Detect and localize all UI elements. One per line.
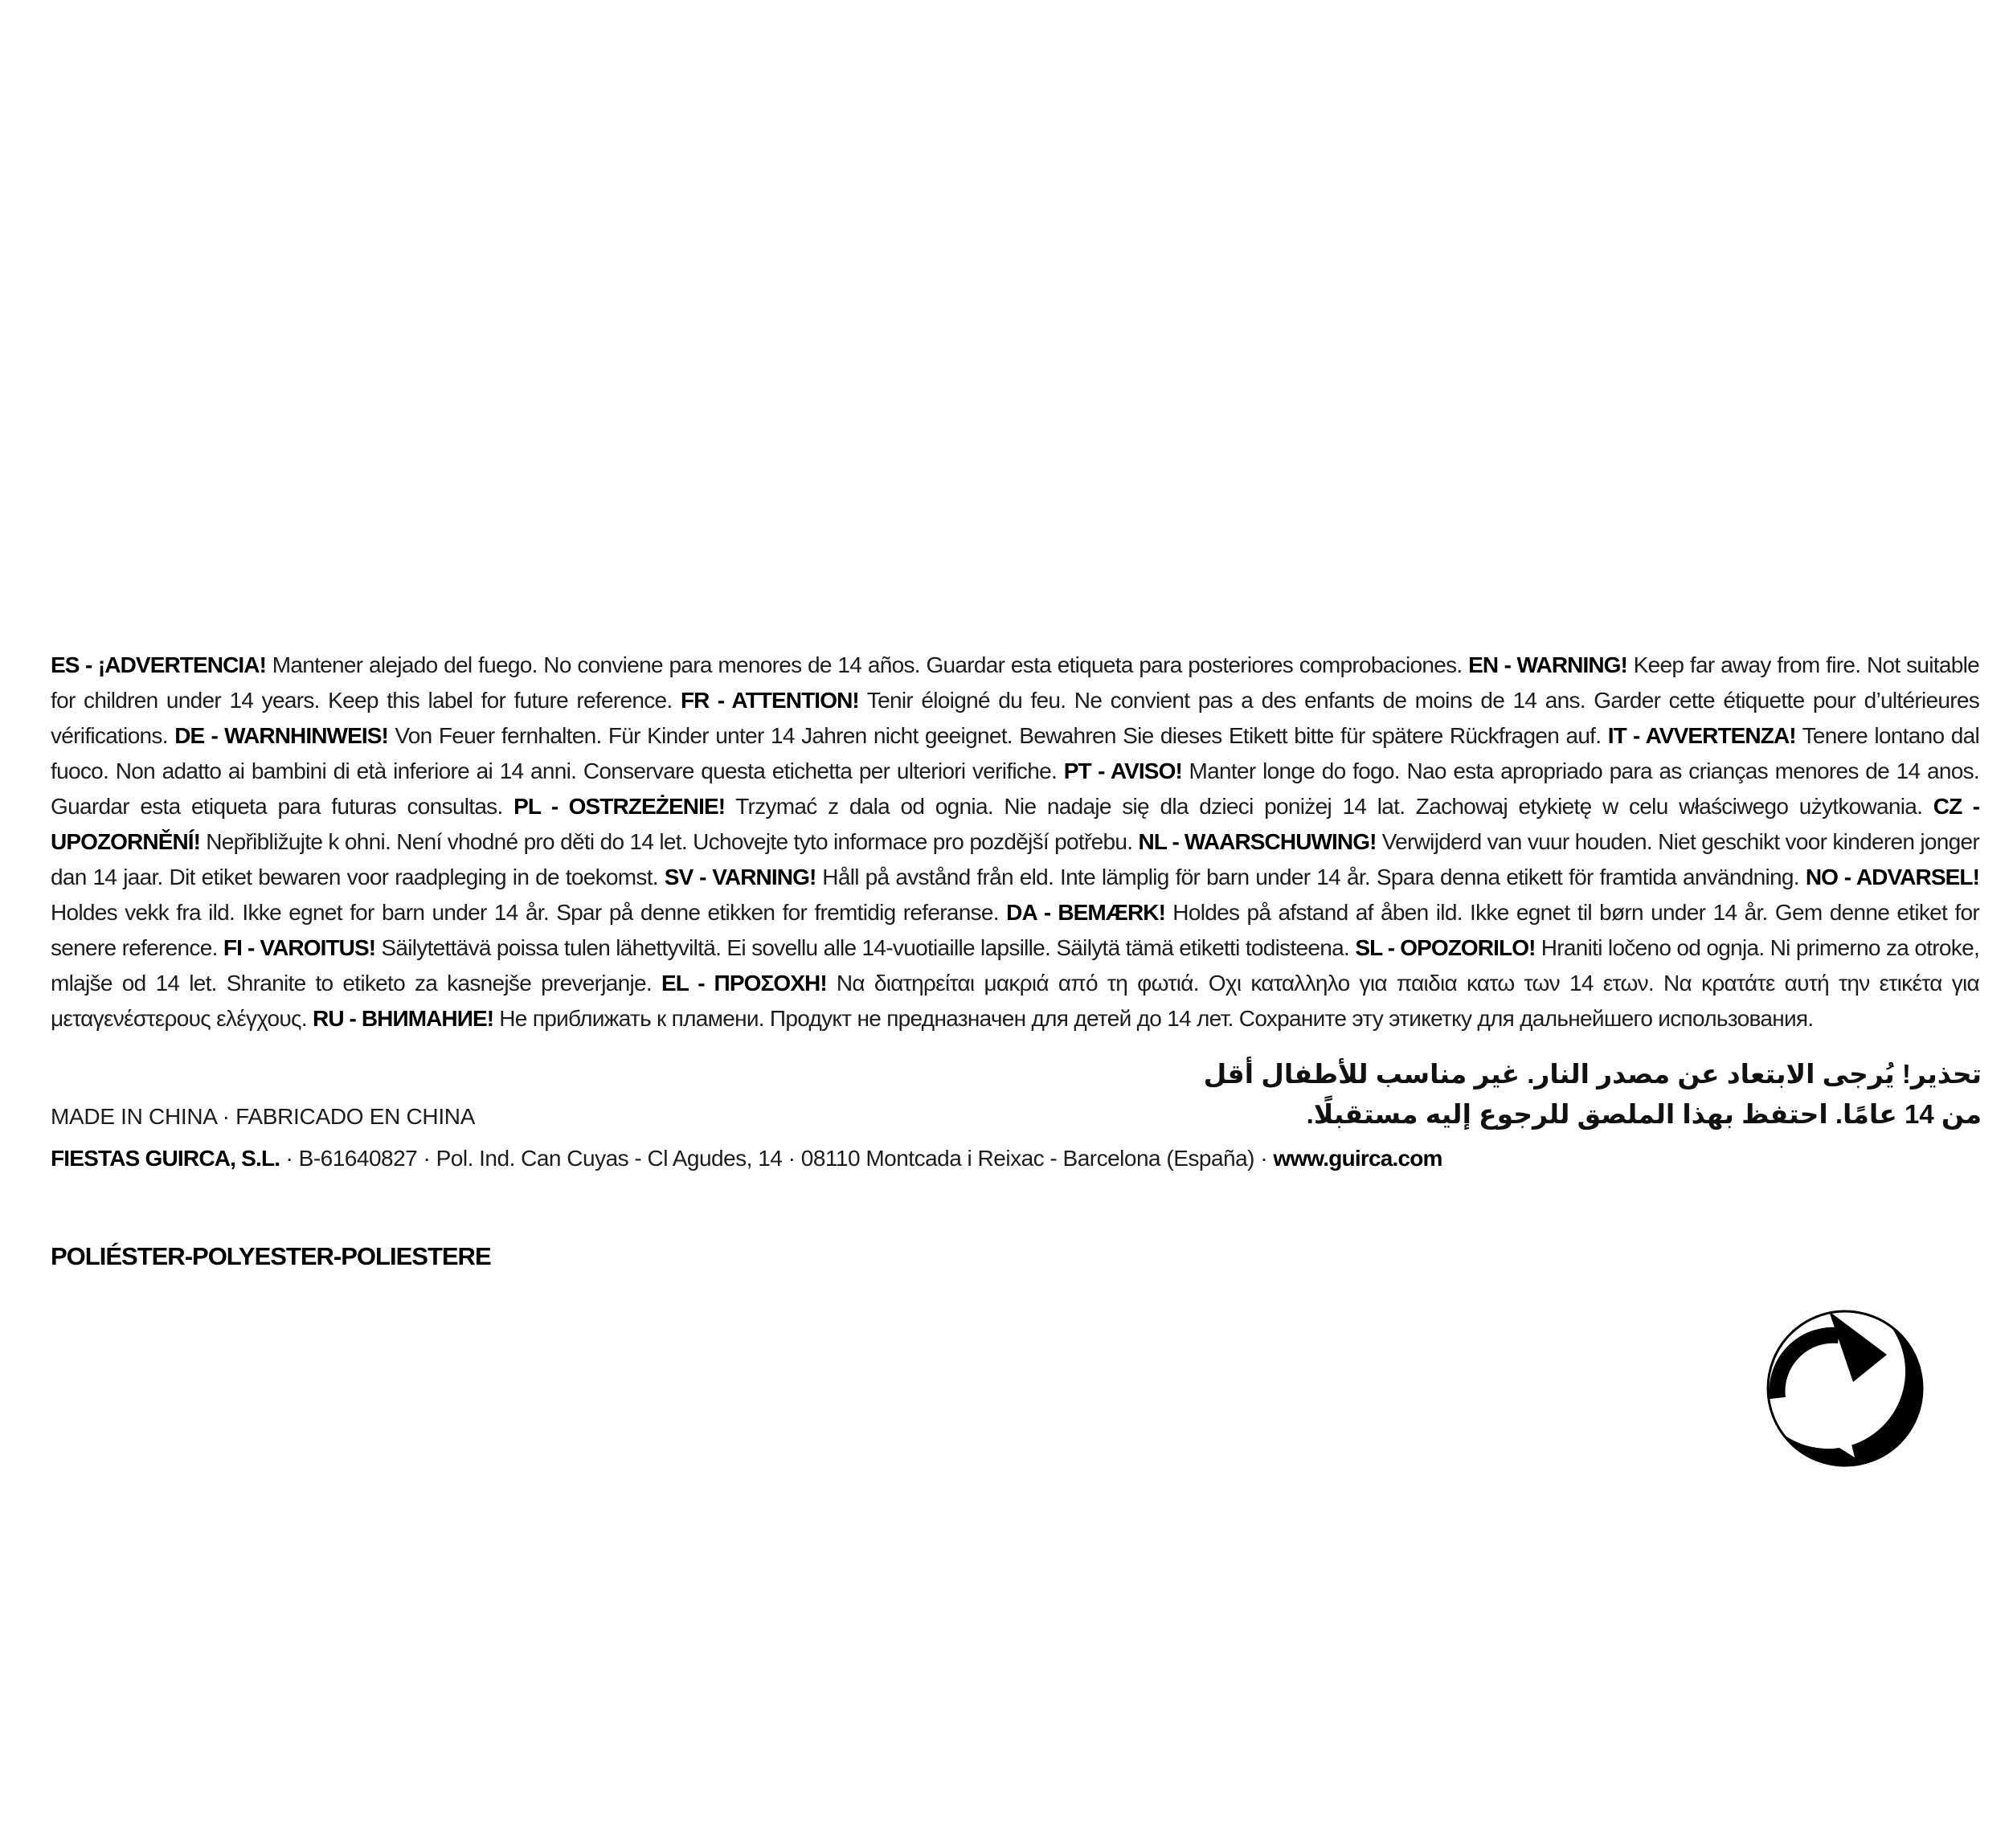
arabic-warning-block [1178, 1054, 1982, 1135]
arabic-warning-line-1: تحذير! يُرجى الابتعاد عن مصدر النار. غير مناسب للأطفال أقل [1203, 1059, 1982, 1089]
green-dot-recycling-icon [1765, 1308, 1925, 1469]
multilingual-warning-paragraph: ES - ¡ADVERTENCIA! Mantener alejado del fuego. No conviene para menores de 14 años. Guardar esta etiqueta para posteriores comprobaciones. EN - WARNING! Keep far away from fire. Not suitable for children under 14 years. Keep this label for future reference. FR - ATTENTION! Tenir éloigné du feu. Ne convient pas a des enfants de moins de 14 ans. Garder cette étiquette pour d’ultérieures vérifications. DE - WARNHINWEIS! Von Feuer fernhalten. Für Kinder unter 14 Jahren nicht geeignet. Bewahren Sie dieses Etikett bitte für spätere Rückfragen auf. IT - AVVERTENZA! Tenere lontano dal fuoco. Non adatto ai bambini di età inferiore ai 14 anni. Conservare questa etichetta per ulteriori verifiche. PT - AVISO! Manter longe do fogo. Nao esta apropriado para as crianças menores de 14 anos. Guardar esta etiqueta para futuras consultas. PL - OSTRZEŻENIE! Trzymać z dala od ognia. Nie nadaje się dla dzieci poniżej 14 lat. Zachowaj etykietę w celu właściwego użytkowania. CZ - UPOZORNĚNÍ! Nepřibližujte k ohni. Není vhodné pro děti do 14 let. Uchovejte tyto informace pro pozdější potřebu. NL - WAARSCHUWING! Verwijderd van vuur houden. Niet geschikt voor kinderen jonger dan 14 jaar. Dit etiket bewaren voor raadpleging in de toekomst. SV - VARNING! Håll på avstånd från eld. Inte lämplig för barn under 14 år. Spara denna etikett för framtida användning. NO - ADVARSEL! Holdes vekk fra ild. Ikke egnet for barn under 14 år. Spar på denne etikken for fremtidig referanse. DA - BEMÆRK! Holdes på afstand af åben ild. Ikke egnet til børn under 14 år. Gem denne etiket for senere reference. FI - VAROITUS! Säilytettävä poissa tulen lähettyviltä. Ei sovellu alle 14-vuotiaille lapsille. Säilytä tämä etiketti todisteena. SL - OPOZORILO! Hraniti ločeno od ognja. Ni primerno za otroke, mlajše od 14 let. Shranite to etiketo za kasnejše preverjanje. EL - ΠΡΟΣΟΧΗ! Να διατηρείται μακριά από τη φωτιά. Οχι καταλληλο για παιδια κατω των 14 ετων. Να κρατάτε αυτή την ετικέτα για μεταγενέστερους ελέγχους. RU - ВНИМАНИЕ! Не приближать к пламени. Продукт не предназначен для детей до 14 лет. Сохраните эту этикетку для дальнейшего использования. [51, 652, 1980, 1031]
arabic-warning-line-2: من 14 عامًا. احتفظ بهذا الملصق للرجوع إليه مستقبلًا. [1306, 1099, 1982, 1129]
manufacturer-address-line: FIESTAS GUIRCA, S.L. · B-61640827 · Pol. Ind. Can Cuyas - Cl Agudes, 14 · 08110 Montcada i Reixac - Barcelona (España) · www.guirca.com [51, 1146, 1442, 1171]
made-in-china-text: MADE IN CHINA · FABRICADO EN CHINA [51, 1104, 476, 1129]
material-composition-text: POLIÉSTER-POLYESTER-POLIESTERE [51, 1242, 491, 1270]
